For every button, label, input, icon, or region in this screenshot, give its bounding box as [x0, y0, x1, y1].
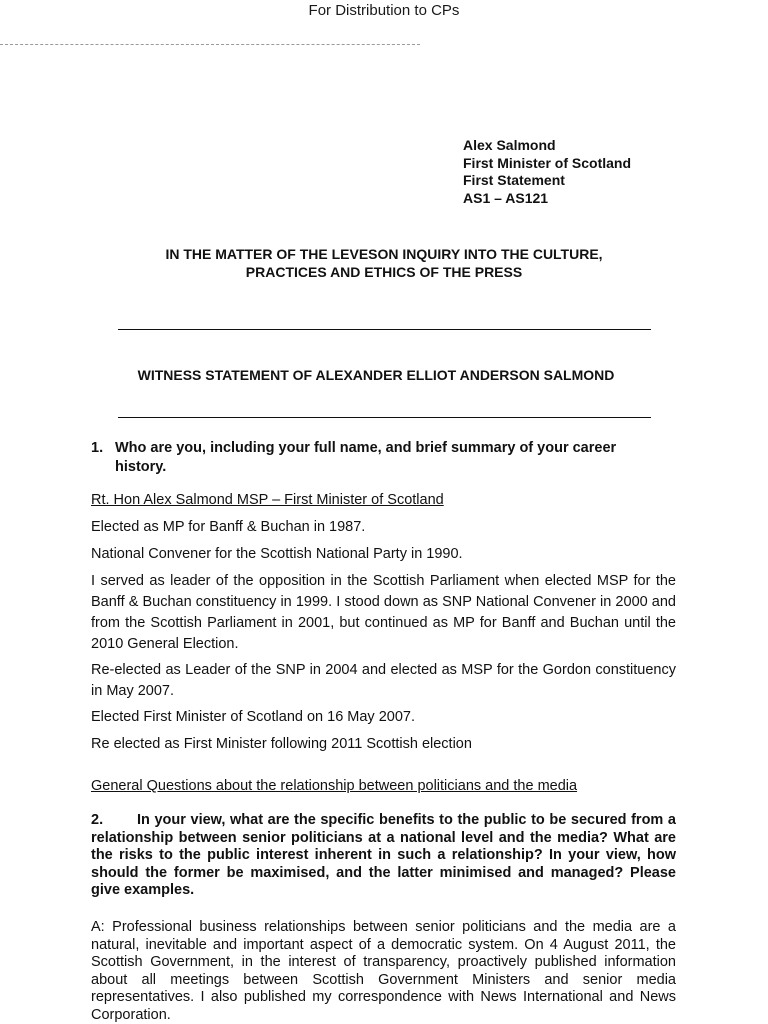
question-1-line2: history. — [115, 459, 167, 475]
career-item-2: National Convener for the Scottish National Party in 1990. — [91, 546, 463, 562]
header-divider — [0, 44, 420, 45]
inquiry-heading-line1: IN THE MATTER OF THE LEVESON INQUIRY INTO THE CULTURE, — [165, 246, 603, 262]
witness-identification — [463, 137, 631, 207]
career-item-1: Elected as MP for Banff & Buchan in 1987. — [91, 519, 366, 535]
question-2 — [91, 812, 676, 900]
statement-number: First Statement — [463, 172, 565, 188]
section-heading: General Questions about the relationship between politicians and the media — [91, 778, 578, 794]
top-rule — [118, 329, 651, 330]
career-item-4: Re-elected as Leader of the SNP in 2004 and elected as MSP for the Gordon constituency in May 2007. — [91, 662, 676, 699]
inquiry-heading — [80, 245, 688, 281]
exhibit-reference: AS1 – AS121 — [463, 189, 549, 206]
career-item-3: I served as leader of the opposition in the Scottish Parliament when elected MSP for the Banff & Buchan constituency in 1999. I stood down as SNP National Convener in 2000 and from the Scottish Parliament in 2001, but continued as MP for Banff and Buchan until the 2010 General Election. — [91, 573, 676, 652]
answer-2: A: Professional business relationships between senior politicians and the media are a natural, inevitable and important aspect of a democratic system. On 4 August 2011, the Scottish Government, in the interest of transparency, proactively published information about all meetings between Scottish Government Ministers and senior media representatives. I also published my correspondence with News International and News Corporation. — [91, 919, 676, 1023]
question-1-number: 1. — [91, 440, 104, 456]
witness-role: First Minister of Scotland — [463, 154, 632, 171]
question-1 — [91, 439, 676, 477]
career-heading: Rt. Hon Alex Salmond MSP – First Minister of Scotland — [91, 492, 444, 508]
witness-name: Alex Salmond — [463, 137, 556, 153]
question-1-line1: Who are you, including your full name, and brief summary of your career — [115, 440, 617, 456]
witness-statement-title: WITNESS STATEMENT OF ALEXANDER ELLIOT ANDERSON SALMOND — [137, 367, 615, 383]
question-2-text: In your view, what are the specific benefits to the public to be secured from a relationship between senior politicians at a national level and the media? What are the risks to the public interest inherent in such a relationship? In your view, how should the former be maximised, and the latter minimised and managed? Please give examples. — [91, 812, 676, 898]
bottom-rule — [118, 417, 651, 418]
question-2-number: 2. — [91, 812, 104, 828]
distribution-header: For Distribution to CPs — [308, 2, 460, 19]
career-item-6: Re elected as First Minister following 2011 Scottish election — [91, 736, 472, 752]
inquiry-heading-line2: PRACTICES AND ETHICS OF THE PRESS — [245, 264, 523, 280]
career-item-5: Elected First Minister of Scotland on 16 May 2007. — [91, 709, 415, 725]
